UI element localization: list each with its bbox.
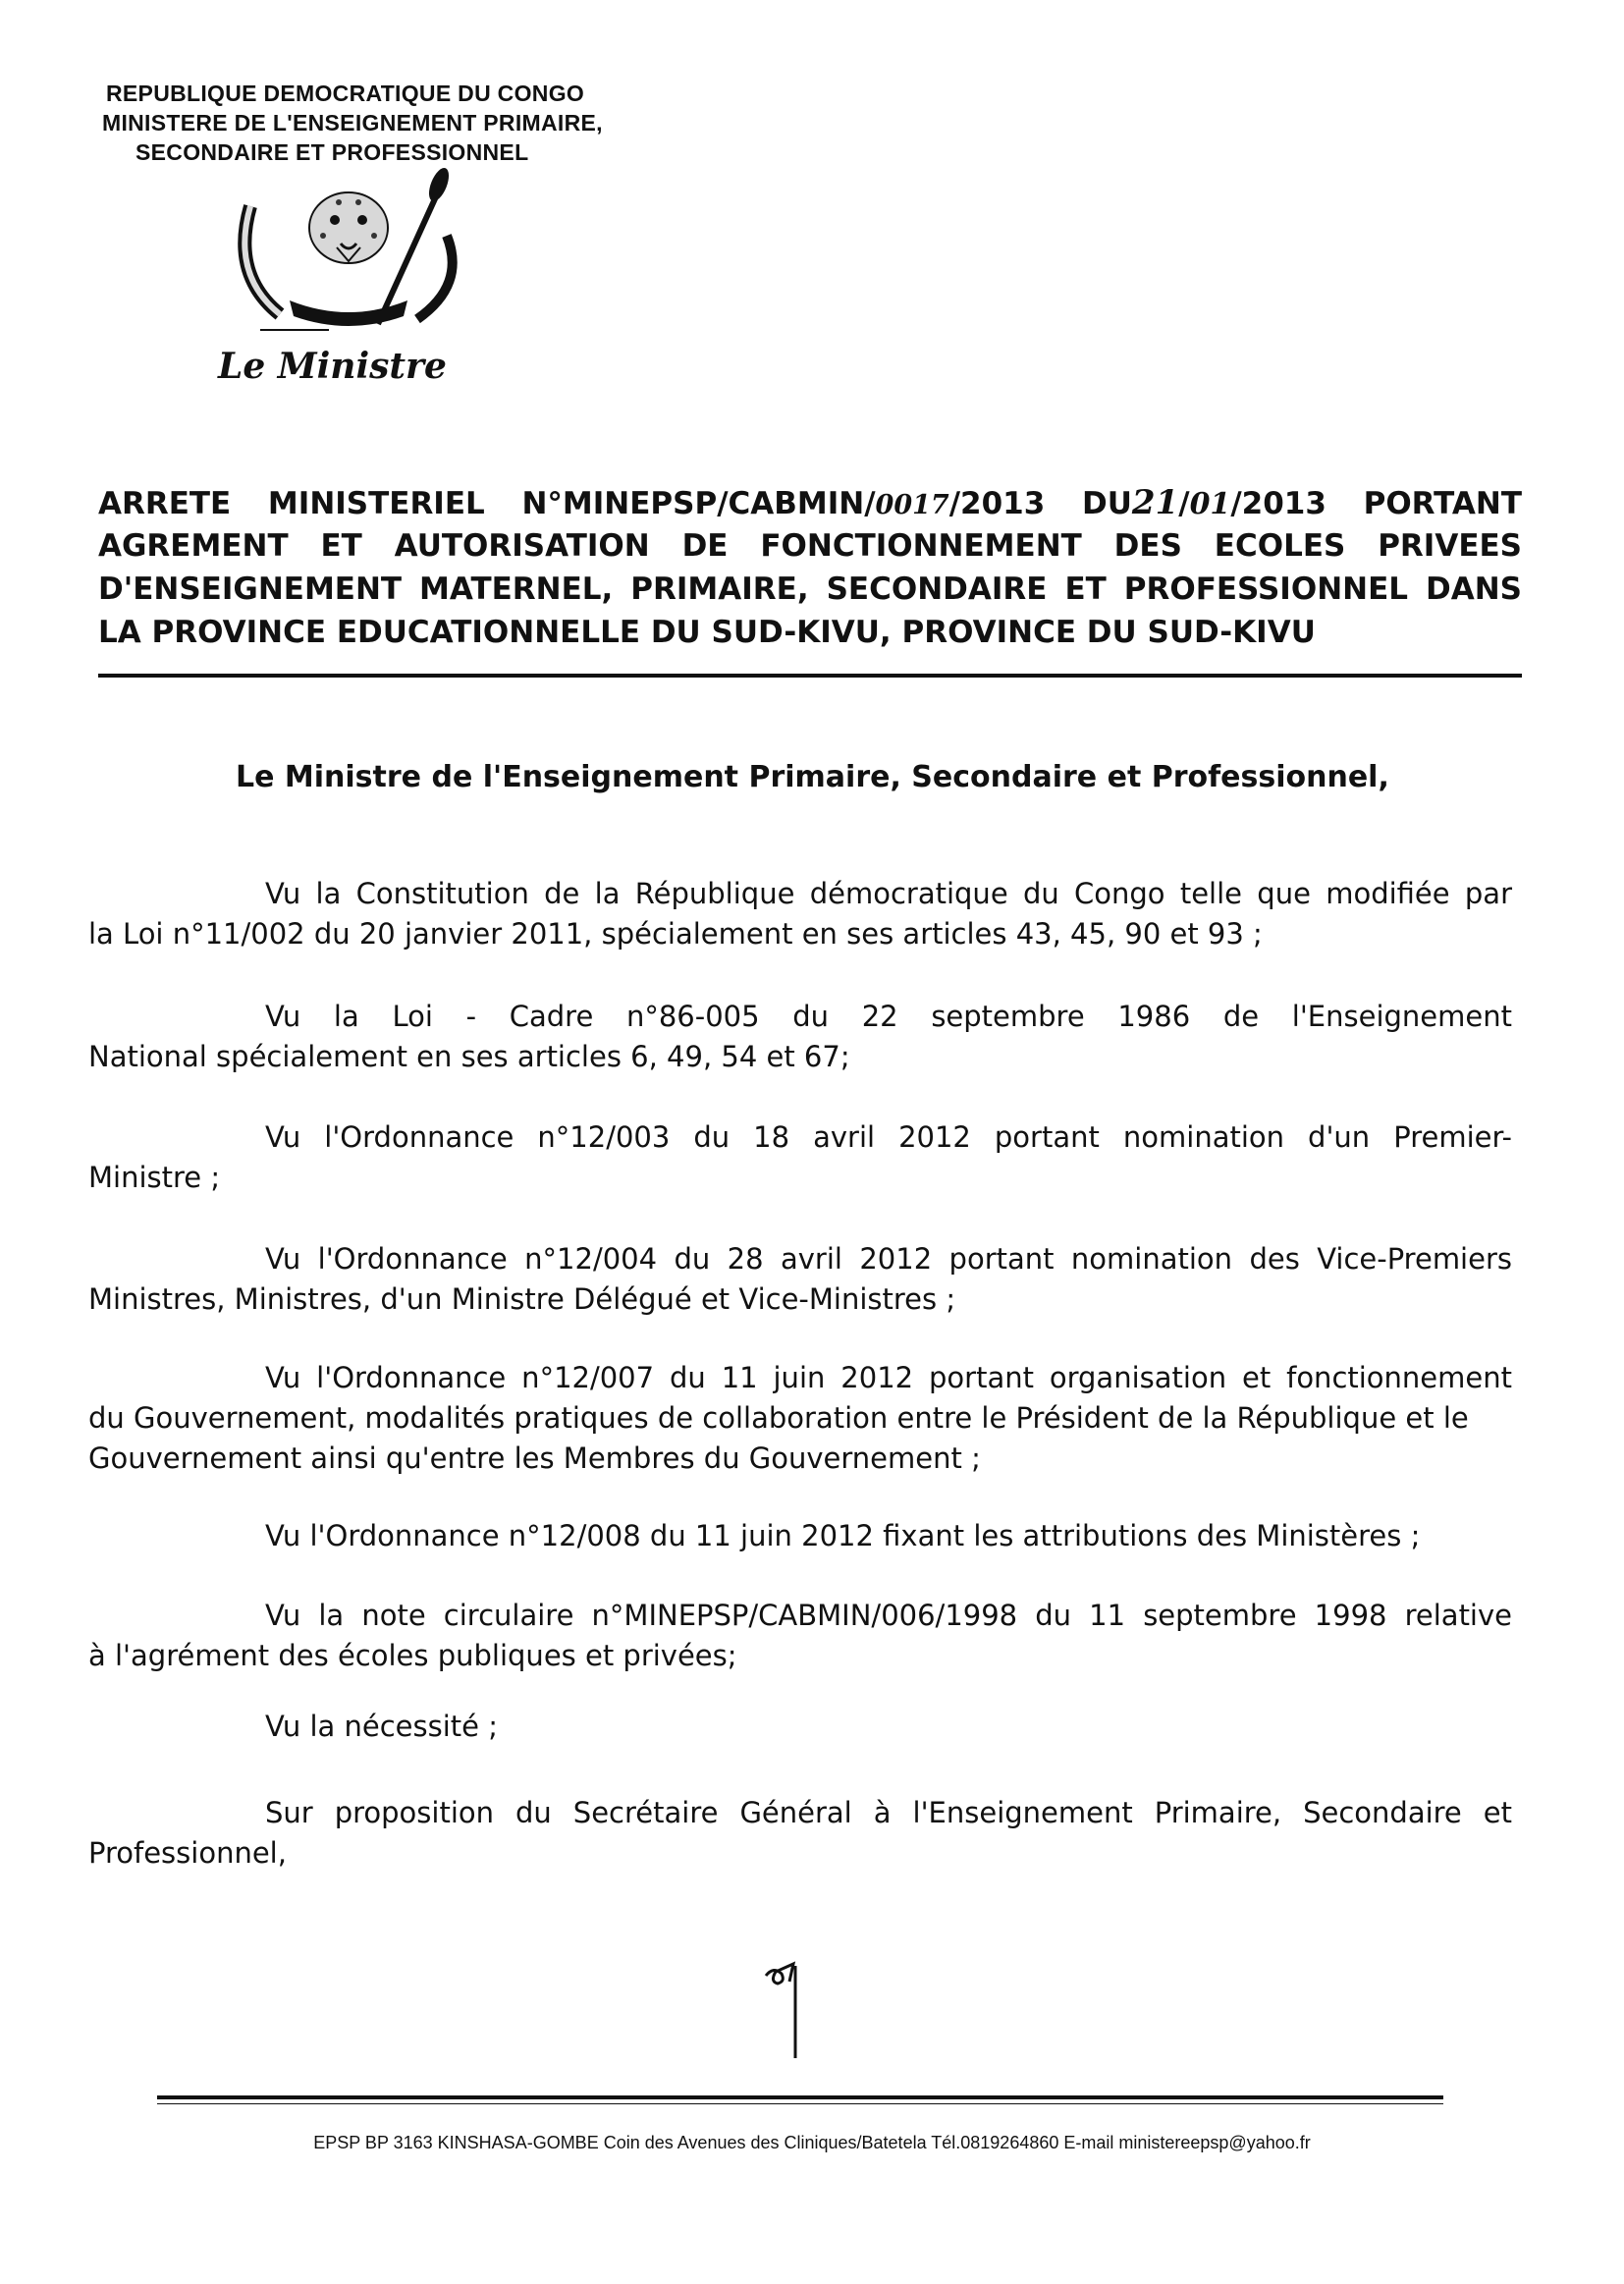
handwritten-month: 01 (1189, 487, 1231, 521)
paragraph-line: Professionnel, (88, 1836, 287, 1870)
paragraph-line: National spécialement en ses articles 6, 49, 54 et 67; (88, 1040, 850, 1073)
paragraph-ordonnance-12-008 (88, 1516, 1512, 1556)
paragraph-ordonnance-12-007 (88, 1358, 1512, 1479)
paragraph-line: Vu la nécessité ; (265, 1710, 498, 1743)
paragraph-line: la Loi n°11/002 du 20 janvier 2011, spécialement en ses articles 43, 45, 90 et 93 ; (88, 917, 1263, 951)
footer-divider-thick (157, 2095, 1443, 2099)
decree-title-line-3: D'ENSEIGNEMENT MATERNEL, PRIMAIRE, SECONDAIRE ET PROFESSIONNEL DANS (98, 571, 1522, 607)
paragraph-proposition (88, 1793, 1512, 1874)
decree-title-line-1 (98, 481, 1522, 527)
paragraph-line: Vu l'Ordonnance n°12/004 du 28 avril 2012 portant nomination des Vice-Premiers (265, 1242, 1512, 1276)
decree-title-line-2: AGREMENT ET AUTORISATION DE FONCTIONNEMENT DES ECOLES PRIVEES (98, 528, 1522, 564)
handwritten-day: 21 (1131, 483, 1179, 522)
footer-address: EPSP BP 3163 KINSHASA-GOMBE Coin des Avenues des Cliniques/Batetela Tél.0819264860 E-mail ministereepsp@yahoo.fr (313, 2133, 1311, 2152)
title-year-portant: /2013 PORTANT (1230, 486, 1522, 521)
paragraph-line: Gouvernement ainsi qu'entre les Membres du Gouvernement ; (88, 1441, 981, 1475)
paragraph-line: à l'agrément des écoles publiques et privées; (88, 1639, 737, 1672)
paragraph-line: Vu la Constitution de la République démocratique du Congo telle que modifiée par (265, 877, 1512, 910)
paragraph-ordonnance-12-003 (88, 1117, 1512, 1198)
title-divider (98, 674, 1522, 678)
coat-of-arms-emblem (221, 167, 476, 334)
paragraph-line: Vu la note circulaire n°MINEPSP/CABMIN/006/1998 du 11 septembre 1998 relative (265, 1599, 1512, 1632)
paragraph-line: Vu la Loi - Cadre n°86-005 du 22 septembre 1986 de l'Enseignement (265, 1000, 1512, 1033)
paragraph-line: Vu l'Ordonnance n°12/007 du 11 juin 2012 portant organisation et fonctionnement (265, 1361, 1512, 1394)
header-ministry: MINISTERE DE L'ENSEIGNEMENT PRIMAIRE, (102, 110, 603, 136)
paragraph-ordonnance-12-004 (88, 1239, 1512, 1320)
handwritten-decree-number: 0017 (875, 490, 949, 520)
title-decree-prefix: ARRETE MINISTERIEL N°MINEPSP/CABMIN/ (98, 486, 876, 521)
paragraph-line: du Gouvernement, modalités pratiques de collaboration entre le Président de la République et le (88, 1401, 1469, 1435)
paragraph-loi-cadre (88, 997, 1512, 1077)
title-year-du: /2013 DU (948, 486, 1132, 521)
paragraph-line: Ministre ; (88, 1161, 221, 1194)
minister-heading: Le Ministre de l'Enseignement Primaire, Secondaire et Professionnel, (236, 760, 1389, 794)
paragraph-line: Sur proposition du Secrétaire Général à l'Enseignement Primaire, Secondaire et (265, 1796, 1512, 1829)
decree-title-line-4: LA PROVINCE EDUCATIONNELLE DU SUD-KIVU, PROVINCE DU SUD-KIVU (98, 615, 1316, 650)
paragraph-constitution (88, 874, 1512, 954)
paragraph-line: Ministres, Ministres, d'un Ministre Délégué et Vice-Ministres ; (88, 1282, 956, 1316)
paragraph-line: Vu l'Ordonnance n°12/008 du 11 juin 2012 fixant les attributions des Ministères ; (265, 1519, 1421, 1552)
paragraph-necessite (88, 1707, 1512, 1747)
header-ministry-cont: SECONDAIRE ET PROFESSIONNEL (135, 139, 529, 165)
title-date-separator: / (1178, 486, 1190, 521)
handwritten-initials (756, 1956, 835, 2064)
header-country: REPUBLIQUE DEMOCRATIQUE DU CONGO (106, 81, 585, 106)
paragraph-line: Vu l'Ordonnance n°12/003 du 18 avril 2012 portant nomination d'un Premier- (265, 1120, 1512, 1154)
paragraph-note-circulaire (88, 1596, 1512, 1676)
footer-divider-thin (157, 2103, 1443, 2104)
signatory-title: Le Ministre (218, 346, 447, 387)
